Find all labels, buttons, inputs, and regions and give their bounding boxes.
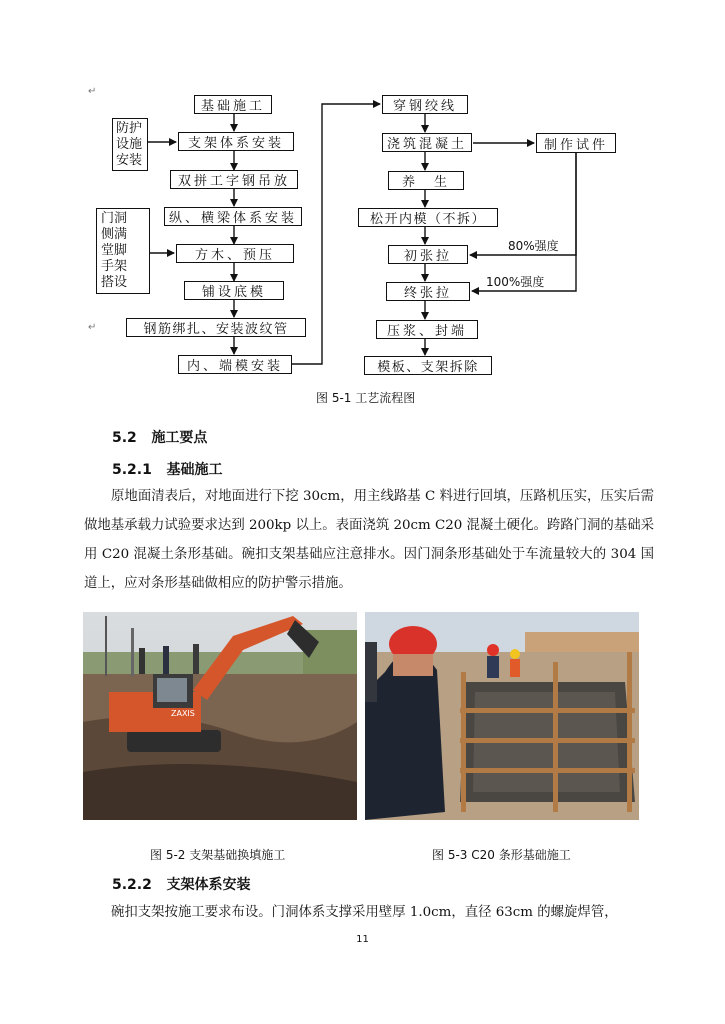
flow-step-strand: 穿钢绞线 [382,95,468,114]
flow-step-test-specimen: 制作试件 [536,133,616,153]
flowchart-connectors [0,0,725,400]
svg-text:ZAXIS: ZAXIS [171,709,195,718]
flow-step-bottom-form: 铺设底模 [184,281,284,300]
flow-step-loosen-mold: 松开内模（不拆） [358,208,498,227]
label-100-strength: 100%强度 [486,275,545,289]
flow-step-curing: 养 生 [388,171,464,190]
section-heading: 5.2 施工要点 [112,430,208,446]
flow-step-concrete: 浇筑混凝土 [382,133,472,152]
flow-step-preload: 方木、预压 [176,244,294,263]
flow-step-i-beam: 双拼工字钢吊放 [170,170,298,189]
label-80-strength: 80%强度 [508,239,559,253]
flow-step-support-install: 支架体系安装 [178,132,294,151]
flow-side-protection: 防护 设施 安装 [112,118,148,171]
paragraph-foundation: 原地面清表后，对地面进行下挖 30cm，用主线路基 C 料进行回填，压路机压实，压实后需做地基承载力试验要求达到 200kp 以上。表面浇筑 20cm C20 混凝土硬化。跨路门洞的基础采用 C20 混凝土条形基础。碗扣支架基础应注意排水。因门洞条形基础处于车流量较大的 304 国道上，应对条形基础做相应的防护警示措施。 [84,489,654,591]
figure-caption-left: 图 5-2 支架基础换填施工 [150,848,286,862]
photo-excavator [83,612,357,820]
flow-step-beam-system: 纵、横梁体系安装 [164,207,302,226]
figure-caption-flowchart: 图 5-1 工艺流程图 [316,391,416,405]
flow-step-dismantle: 模板、支架拆除 [364,356,492,375]
figure-caption-right: 图 5-3 C20 条形基础施工 [432,848,571,862]
flow-step-initial-tension: 初张拉 [388,245,468,264]
flow-step-foundation: 基础施工 [194,95,272,114]
page-number: 11 [356,934,369,945]
paragraph-mark: ↵ [88,322,97,333]
paragraph-mark: ↵ [88,86,97,97]
flow-step-rebar: 钢筋绑扎、安装波纹管 [126,318,306,337]
flow-side-scaffold: 门洞 侧满 堂脚 手架 搭设 [96,208,150,294]
paragraph-support: 碗扣支架按施工要求布设。门洞体系支撑采用壁厚 1.0cm，直径 63cm 的螺旋焊管， [111,905,618,920]
flow-step-inner-mold: 内、端模安装 [178,355,292,374]
photo-strip-foundation [365,612,639,820]
subsection-heading-foundation: 5.2.1 基础施工 [112,462,223,478]
flow-step-grouting: 压浆、封端 [376,320,478,339]
flow-step-final-tension: 终张拉 [386,282,470,301]
subsection-heading-support: 5.2.2 支架体系安装 [112,877,251,893]
